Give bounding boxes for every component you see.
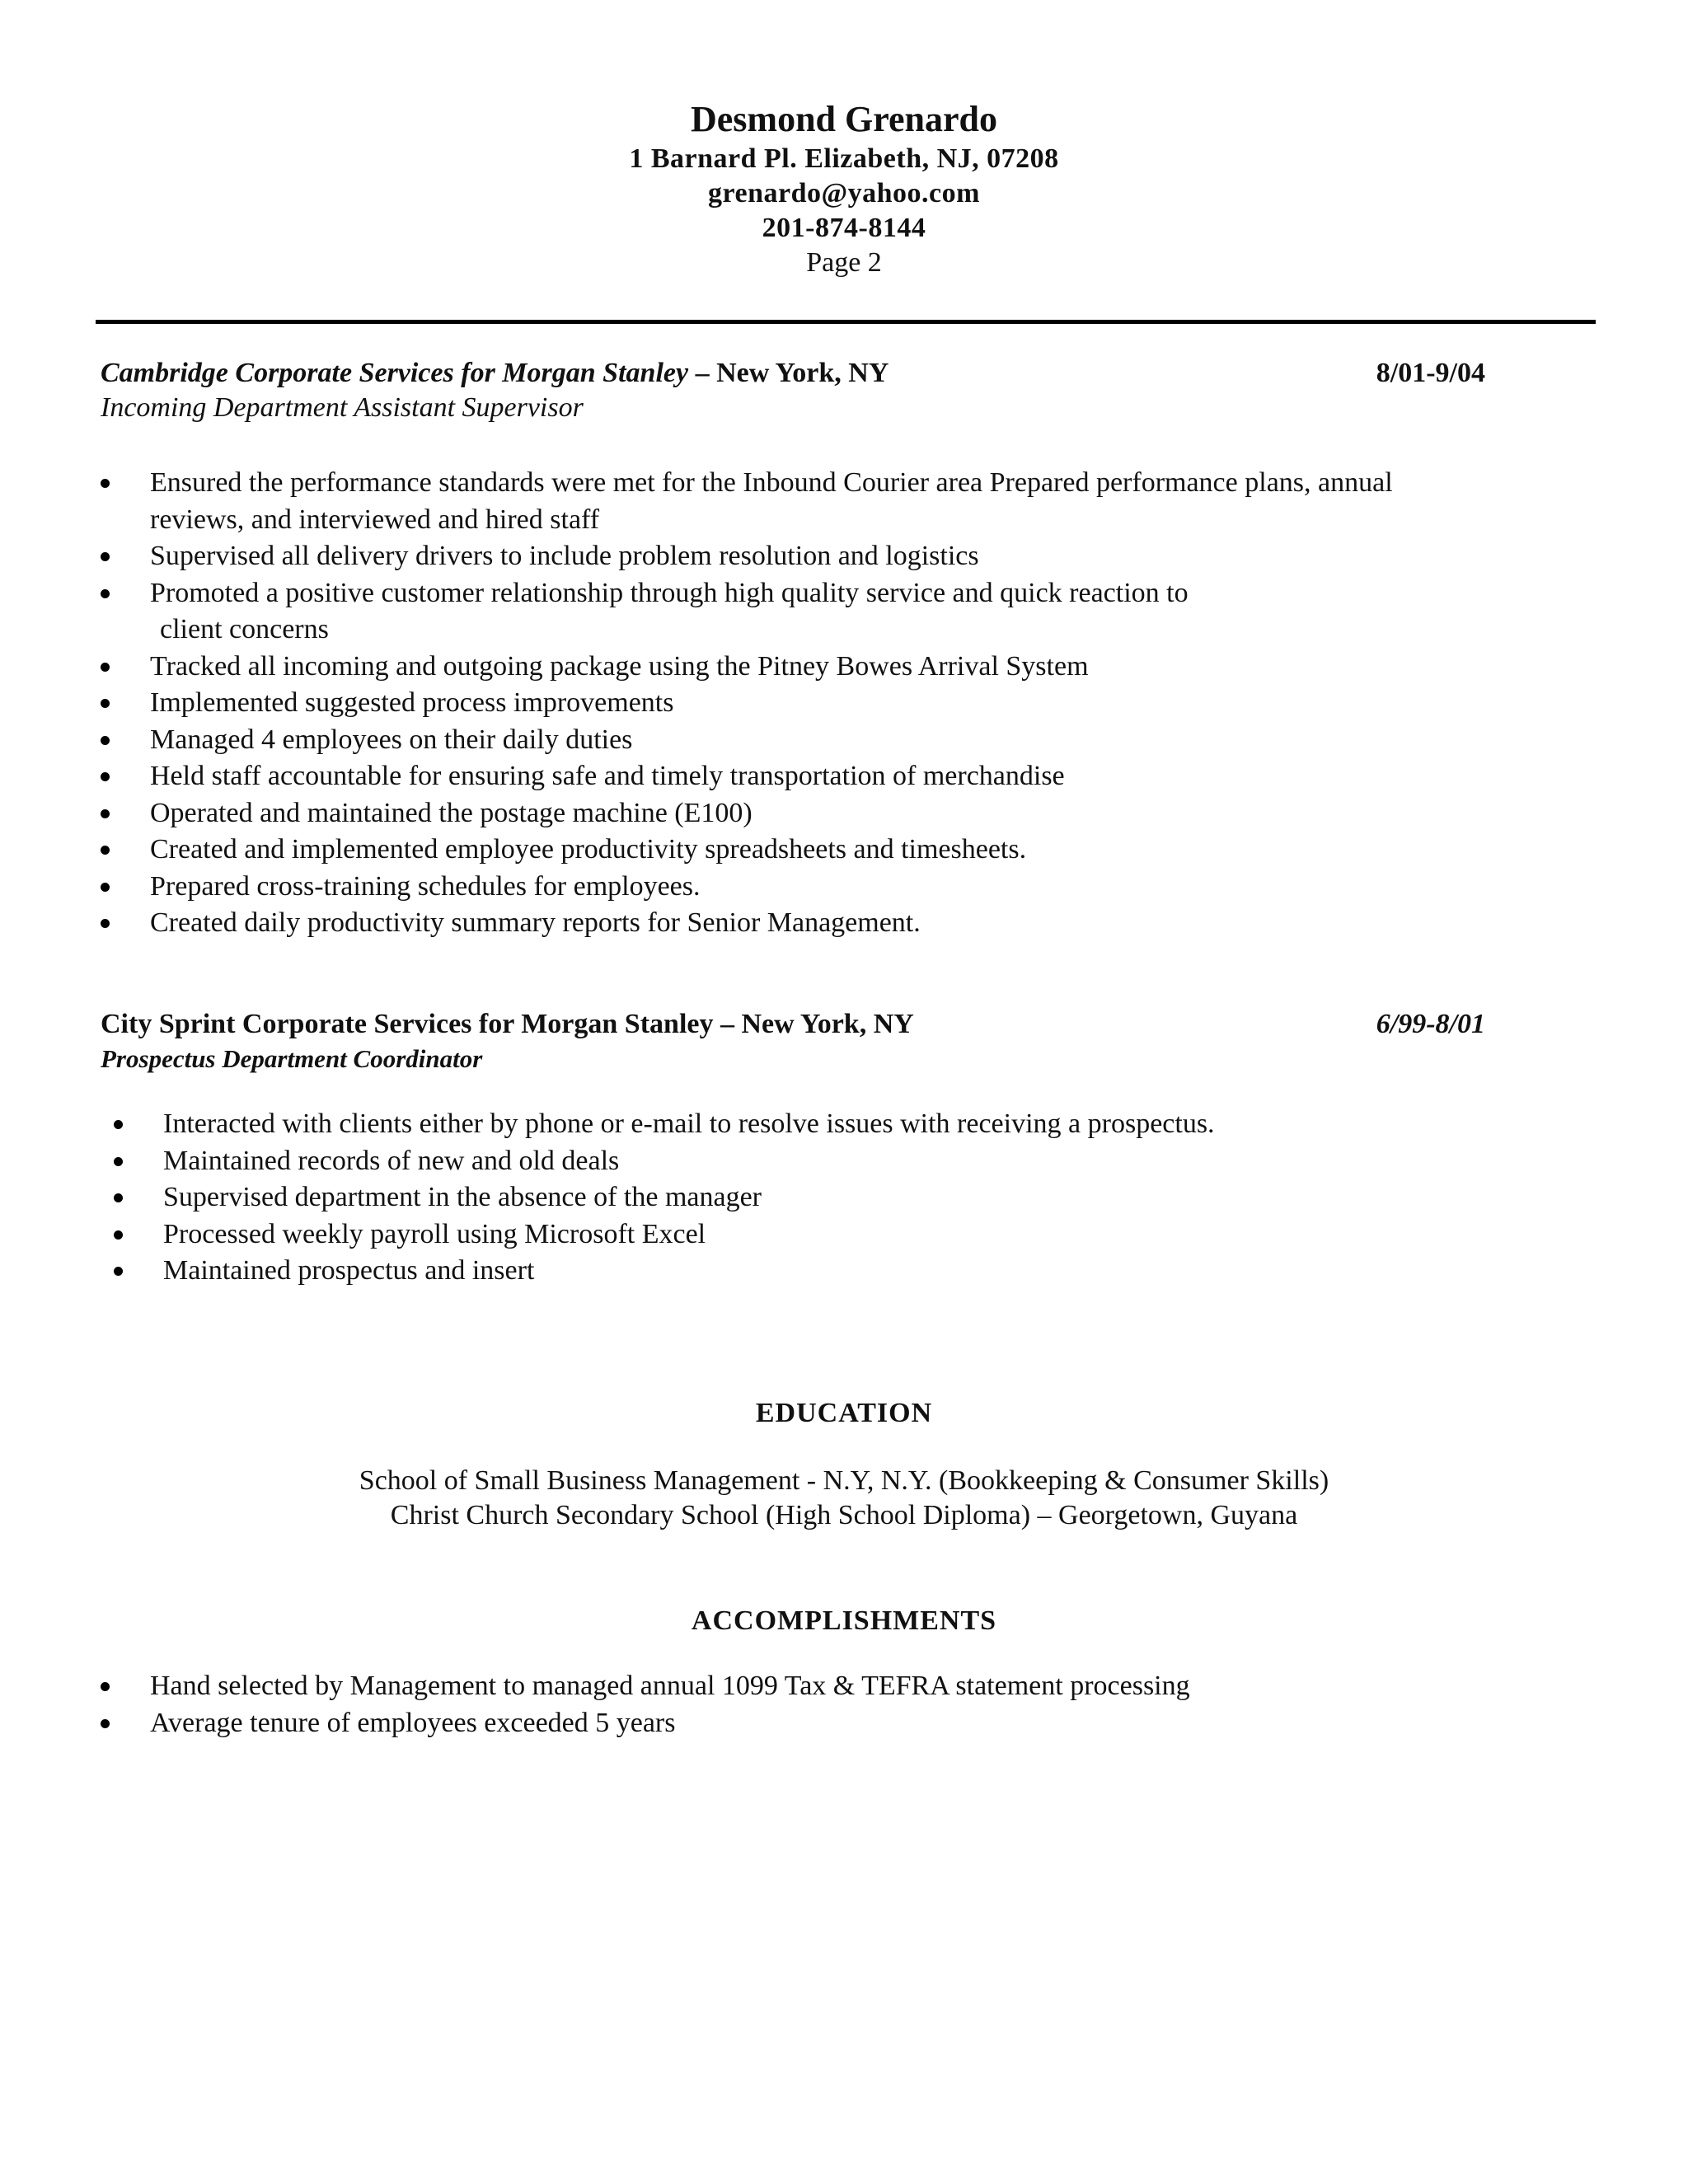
job-company: City Sprint Corporate Services for Morgan Stanley [101,1009,714,1039]
job-bullets-city-sprint [114,1106,1581,1290]
bullet-icon [101,919,110,928]
job-dates: 6/99-8/01 [1376,1009,1485,1039]
bullet-icon [101,736,110,745]
resume-header [0,97,1688,280]
list-item: Created and implemented employee productivity spreadsheets and timesheets. [101,832,1584,869]
list-item: Processed weekly payroll using Microsoft Excel [114,1216,1581,1254]
bullet-icon [101,479,110,488]
bullet-icon [101,883,110,892]
list-item: Managed 4 employees on their daily duties [101,722,1584,759]
bullet-icon [101,1682,110,1691]
bullet-icon [101,1719,110,1728]
bullet-icon [101,552,110,561]
list-item: Created daily productivity summary reports for Senior Management. [101,905,1584,942]
list-item: Supervised all delivery drivers to include problem resolution and logistics [101,538,1584,575]
bullet-icon [114,1230,123,1240]
accomplishments-heading: ACCOMPLISHMENTS [691,1605,997,1636]
job-entry-cambridge [101,356,1485,425]
list-item: Hand selected by Management to managed annual 1099 Tax & TEFRA statement processing [101,1668,1584,1705]
bullet-icon [101,772,110,781]
list-item: Maintained prospectus and insert [114,1253,1581,1290]
job-role: Incoming Department Assistant Supervisor [101,392,584,423]
list-item: Prepared cross-training schedules for employees. [101,869,1584,906]
applicant-email: grenardo@yahoo.com [708,178,980,209]
header-divider [96,320,1596,324]
list-item: Ensured the performance standards were met for the Inbound Courier area Prepared performance plans, annual reviews, and interviewed and hired staff [101,465,1584,538]
job-title-line [101,1007,1485,1042]
page-number: Page 2 [806,247,882,278]
list-item: Tracked all incoming and outgoing package using the Pitney Bowes Arrival System [101,649,1584,686]
bullet-icon [114,1120,123,1129]
list-item: Average tenure of employees exceeded 5 years [101,1705,1584,1742]
applicant-phone: 201-874-8144 [762,213,926,243]
list-item: Interacted with clients either by phone or e-mail to resolve issues with receiving a prospectus. [114,1106,1581,1143]
list-item: Supervised department in the absence of the manager [114,1179,1581,1216]
bullet-icon [101,809,110,818]
bullet-icon [101,663,110,672]
list-item: Held staff accountable for ensuring safe and timely transportation of merchandise [101,758,1584,795]
list-item: Promoted a positive customer relationship through high quality service and quick reaction to client concerns [101,575,1584,649]
job-dates: 8/01-9/04 [1376,358,1485,388]
list-item: Implemented suggested process improvements [101,685,1584,722]
education-line-2: Christ Church Secondary School (High School Diploma) – Georgetown, Guyana [390,1500,1298,1530]
accomplishments-bullets [101,1668,1584,1741]
job-location: – New York, NY [713,1009,914,1039]
list-item: Maintained records of new and old deals [114,1143,1581,1180]
applicant-name: Desmond Grenardo [691,99,997,139]
job-location: – New York, NY [688,358,889,388]
bullet-icon [101,846,110,855]
job-bullets-cambridge [101,465,1584,942]
bullet-icon [114,1267,123,1276]
job-title-line [101,356,1485,391]
bullet-icon [114,1157,123,1166]
bullet-icon [101,589,110,598]
applicant-address: 1 Barnard Pl. Elizabeth, NJ, 07208 [629,143,1059,174]
list-item: Operated and maintained the postage machine (E100) [101,795,1584,832]
job-entry-city-sprint [101,1007,1485,1076]
job-role: Prospectus Department Coordinator [101,1044,483,1073]
job-company: Cambridge Corporate Services for Morgan Stanley [101,358,689,388]
bullet-icon [114,1193,123,1202]
bullet-icon [101,699,110,708]
education-line-1: School of Small Business Management - N.Y, N.Y. (Bookkeeping & Consumer Skills) [359,1465,1329,1496]
education-heading: EDUCATION [755,1398,933,1428]
